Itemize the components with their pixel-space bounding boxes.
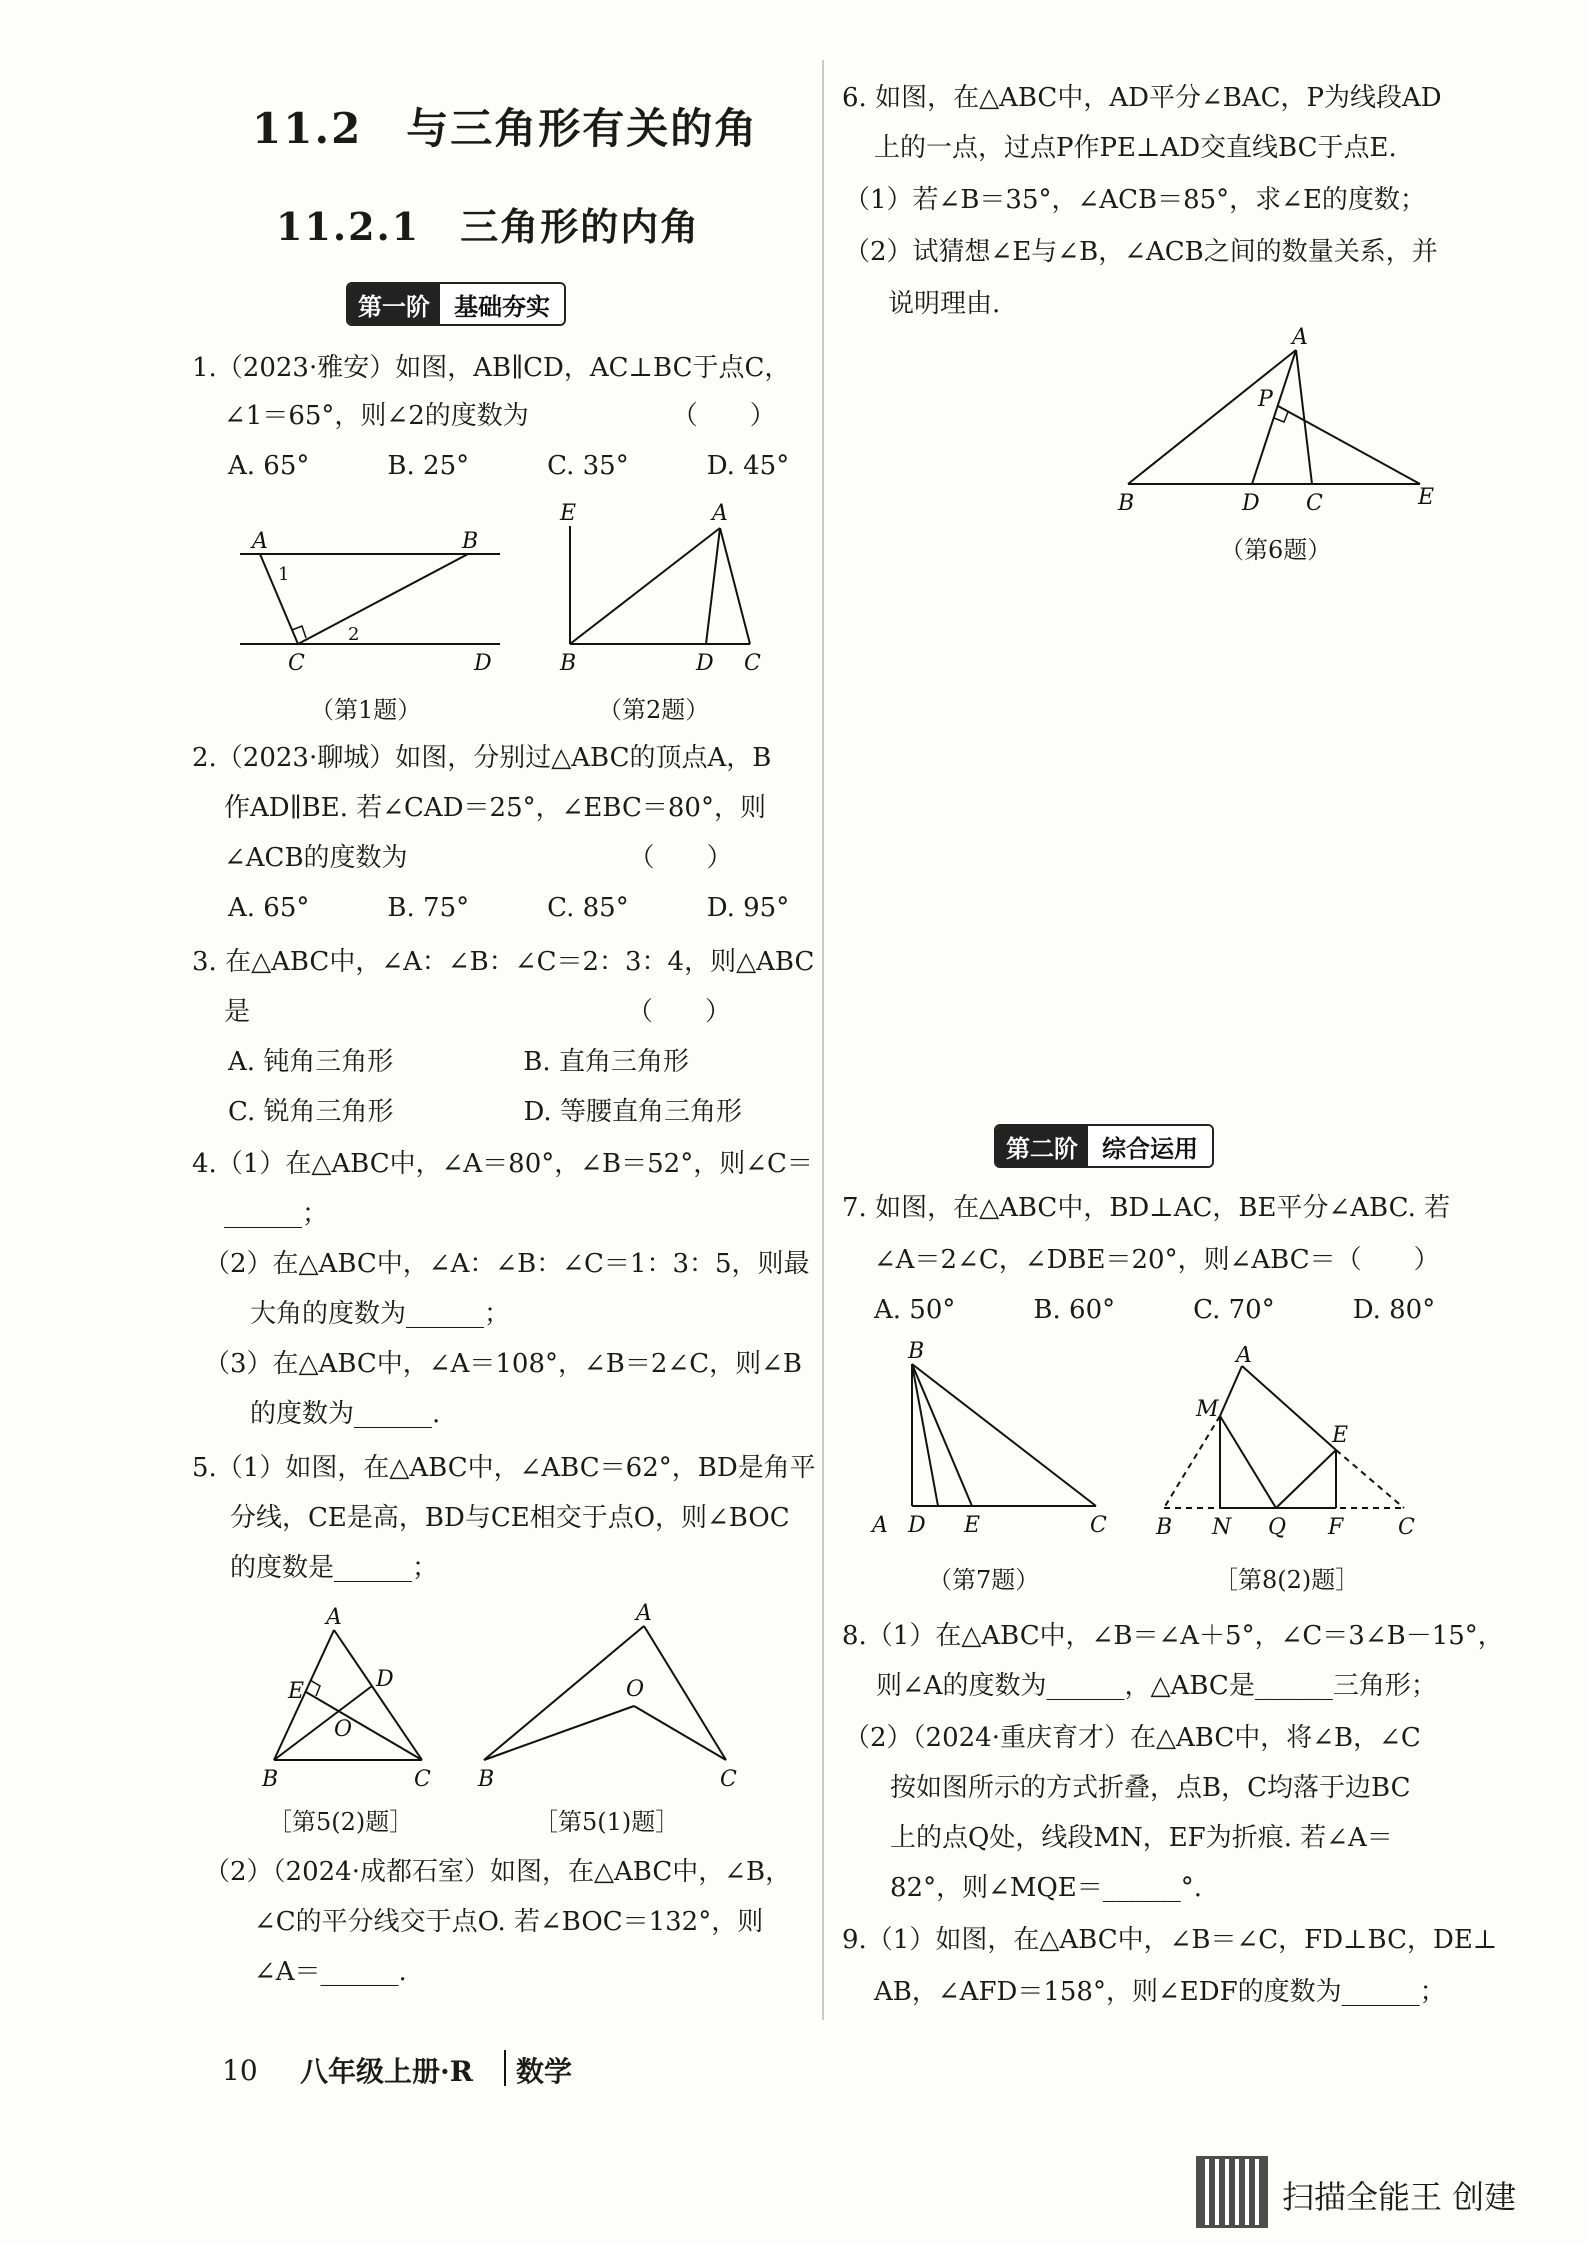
q8-2-line1: （2）（2024·重庆育才）在△ABC中，将∠B，∠C	[844, 1723, 1421, 1753]
fig5-1-segment-bo	[484, 1706, 634, 1760]
fig2-segment-ad	[706, 528, 720, 644]
fig8-dashed-mb	[1164, 1416, 1220, 1508]
q2-line1: 2.（2023·聊城）如图，分别过△ABC的顶点A，B	[192, 743, 772, 773]
fig6-segment-ab	[1128, 350, 1296, 484]
fig8-label-a: A	[1236, 1346, 1252, 1368]
fig8-label-e: E	[1332, 1423, 1349, 1448]
fig6-label-b: B	[1118, 491, 1135, 516]
fig7-segment-bc	[912, 1364, 1096, 1506]
column-divider	[822, 60, 824, 2020]
q4-1-line1: 4.（1）在△ABC中，∠A＝80°，∠B＝52°，则∠C＝	[192, 1149, 813, 1179]
q4-3-line1: （3）在△ABC中，∠A＝108°，∠B＝2∠C，则∠B	[204, 1349, 802, 1379]
caption-fig1: （第1题）	[310, 696, 422, 724]
q5-1-line3: 的度数是______；	[230, 1553, 439, 1583]
figure-q7	[868, 1336, 1118, 1546]
fig8-segment-mq	[1220, 1416, 1276, 1508]
fig1-label-a: A	[252, 529, 268, 554]
figure-q2	[540, 496, 780, 686]
q1-line2: ∠1＝65°，则∠2的度数为 （ ）	[224, 401, 776, 431]
q9-1-line2: AB，∠AFD＝158°，则∠EDF的度数为______；	[874, 1977, 1446, 2007]
fig6-segment-pe	[1278, 406, 1420, 484]
level-badge-1-title: 基础夯实	[440, 284, 564, 324]
fig5-1-label-b: B	[478, 1767, 495, 1790]
fig6-label-c: C	[1306, 491, 1323, 516]
fig7-label-d: D	[908, 1513, 926, 1538]
fig8-segment-am	[1220, 1366, 1242, 1416]
q5-2-line3: ∠A＝______.	[254, 1957, 407, 1987]
fig5-1-label-c: C	[720, 1767, 737, 1790]
subsection-title: 11.2.1 三角形的内角	[276, 204, 701, 249]
fig5-1-segment-ac	[644, 1626, 726, 1760]
fig7-label-c: C	[1090, 1513, 1107, 1538]
fig5-2-label-c: C	[414, 1767, 431, 1790]
fig2-segment-ba	[570, 528, 720, 644]
figure-q5-2	[262, 1600, 442, 1790]
fig6-segment-ad	[1252, 350, 1296, 484]
fig6-label-e: E	[1418, 485, 1435, 510]
fig8-segment-qe	[1276, 1450, 1336, 1508]
fig2-label-c: C	[744, 651, 761, 676]
fig1-label-d: D	[474, 651, 492, 676]
fig6-label-d: D	[1242, 491, 1260, 516]
fig1-label-2: 2	[348, 624, 360, 645]
caption-fig8-2: ［第8(2)题］	[1214, 1566, 1360, 1594]
section-title: 11.2 与三角形有关的角	[252, 104, 759, 153]
figure-q8-2	[1150, 1346, 1420, 1546]
fig7-label-a: A	[872, 1513, 888, 1538]
q9-1-line1: 9.（1）如图，在△ABC中，∠B＝∠C，FD⊥BC，DE⊥	[842, 1925, 1498, 1955]
fig5-2-right-angle	[310, 1680, 320, 1696]
caption-fig2: （第2题）	[598, 696, 710, 724]
caption-fig5-2: ［第5(2)题］	[268, 1808, 414, 1836]
q4-1-line2: ______；	[224, 1199, 329, 1229]
level-badge-2-tag: 第二阶	[996, 1126, 1088, 1166]
q3-option-ab: A. 钝角三角形 B. 直角三角形	[228, 1047, 689, 1077]
q5-1-line2: 分线，CE是高，BD与CE相交于点O，则∠BOC	[230, 1503, 790, 1533]
fig5-1-segment-ab	[484, 1626, 644, 1760]
fig8-label-m: M	[1196, 1397, 1219, 1422]
fig2-label-e: E	[560, 501, 577, 526]
fig2-label-a: A	[712, 501, 728, 526]
q6-line1: 6. 如图，在△ABC中，AD平分∠BAC，P为线段AD	[842, 83, 1442, 113]
q6-line2: 上的一点，过点P作PE⊥AD交直线BC于点E.	[874, 133, 1397, 163]
fig1-label-c: C	[288, 651, 305, 676]
q7-line1: 7. 如图，在△ABC中，BD⊥AC，BE平分∠ABC. 若	[842, 1193, 1451, 1223]
q3-option-cd: C. 锐角三角形 D. 等腰直角三角形	[228, 1097, 742, 1127]
fig1-label-1: 1	[278, 564, 290, 585]
level-badge-2	[994, 1124, 1214, 1168]
fig8-label-f: F	[1328, 1515, 1344, 1540]
q1-options: A. 65° B. 25° C. 35° D. 45°	[228, 451, 790, 481]
q2-line2: 作AD∥BE. 若∠CAD＝25°，∠EBC＝80°，则	[224, 793, 766, 823]
level-badge-2-title: 综合运用	[1088, 1126, 1212, 1166]
q8-2-line3: 上的点Q处，线段MN，EF为折痕. 若∠A＝	[890, 1823, 1393, 1853]
fig2-segment-ac	[720, 528, 750, 644]
level-badge-1-tag: 第一阶	[348, 284, 440, 324]
fig5-2-label-b: B	[262, 1767, 279, 1790]
caption-fig6: （第6题）	[1220, 536, 1332, 564]
q2-options: A. 65° B. 75° C. 85° D. 95°	[228, 893, 790, 923]
fig8-label-q: Q	[1268, 1515, 1287, 1540]
fig5-1-label-o: O	[626, 1677, 645, 1702]
fig5-1-segment-oc	[634, 1706, 726, 1760]
fig8-label-c: C	[1398, 1515, 1415, 1540]
q6-2-line1: （2）试猜想∠E与∠B，∠ACB之间的数量关系，并	[844, 237, 1438, 267]
q7-options: A. 50° B. 60° C. 70° D. 80°	[874, 1295, 1436, 1325]
fig7-segment-bd	[912, 1364, 938, 1506]
fig5-2-segment-ce	[306, 1692, 422, 1760]
caption-fig5-1: ［第5(1)题］	[534, 1808, 680, 1836]
q1-line1: 1.（2023·雅安）如图，AB∥CD，AC⊥BC于点C，	[192, 353, 791, 383]
level-badge-1	[346, 282, 566, 326]
footer-separator	[504, 2050, 506, 2086]
figure-q5-1	[474, 1596, 754, 1790]
q6-2-line2: 说明理由.	[888, 289, 1001, 319]
q4-2-line2: 大角的度数为______；	[250, 1299, 511, 1329]
fig1-segment-cb	[298, 554, 468, 644]
q5-1-line1: 5.（1）如图，在△ABC中，∠ABC＝62°，BD是角平	[192, 1453, 816, 1483]
fig5-2-label-e: E	[288, 1679, 305, 1704]
q6-1: （1）若∠B＝35°，∠ACB＝85°，求∠E的度数；	[844, 185, 1426, 215]
q4-2-line1: （2）在△ABC中，∠A：∠B：∠C＝1：3：5，则最	[204, 1249, 810, 1279]
page-number: 10	[222, 2054, 258, 2087]
q8-2-line4: 82°，则∠MQE＝______°.	[890, 1873, 1203, 1903]
fig2-label-b: B	[560, 651, 577, 676]
q8-1-line1: 8.（1）在△ABC中，∠B＝∠A＋5°，∠C＝3∠B－15°，	[842, 1621, 1504, 1651]
q5-2-line1: （2）（2024·成都石室）如图，在△ABC中，∠B，	[204, 1857, 792, 1887]
q4-3-line2: 的度数为______.	[250, 1399, 441, 1429]
fig5-2-label-d: D	[376, 1667, 394, 1692]
figure-q1	[230, 520, 510, 680]
footer-book: 八年级上册·R	[300, 2055, 474, 2088]
fig1-label-b: B	[462, 529, 479, 554]
fig6-label-p: P	[1258, 387, 1273, 412]
q2-line3: ∠ACB的度数为 （ ）	[224, 843, 733, 873]
q8-1-line2: 则∠A的度数为______，△ABC是______三角形；	[876, 1671, 1437, 1701]
q7-line2: ∠A＝2∠C，∠DBE＝20°，则∠ABC＝（ ）	[874, 1245, 1440, 1275]
fig8-segment-ae	[1242, 1366, 1336, 1450]
fig7-label-b: B	[908, 1339, 925, 1364]
fig8-label-b: B	[1156, 1515, 1173, 1540]
fig8-label-n: N	[1212, 1515, 1232, 1540]
fig7-segment-be	[912, 1364, 972, 1506]
qr-code-icon	[1196, 2156, 1268, 2228]
fig6-label-a: A	[1292, 325, 1308, 350]
scanner-label: 扫描全能王 创建	[1282, 2178, 1517, 2216]
fig5-2-label-o: O	[334, 1717, 353, 1742]
q3-line1: 3. 在△ABC中，∠A：∠B：∠C＝2：3：4，则△ABC	[192, 947, 815, 977]
fig5-1-label-a: A	[636, 1601, 652, 1626]
footer-subject: 数学	[516, 2055, 573, 2088]
fig2-label-d: D	[696, 651, 714, 676]
q8-2-line2: 按如图所示的方式折叠，点B，C均落于边BC	[890, 1773, 1411, 1803]
q3-line2: 是 （ ）	[224, 997, 732, 1027]
figure-q6	[1100, 324, 1440, 524]
caption-fig7: （第7题）	[928, 1566, 1040, 1594]
fig8-dashed-ec	[1336, 1450, 1404, 1508]
fig7-label-e: E	[964, 1513, 981, 1538]
fig5-2-label-a: A	[326, 1605, 342, 1630]
q5-2-line2: ∠C的平分线交于点O. 若∠BOC＝132°，则	[254, 1907, 764, 1937]
